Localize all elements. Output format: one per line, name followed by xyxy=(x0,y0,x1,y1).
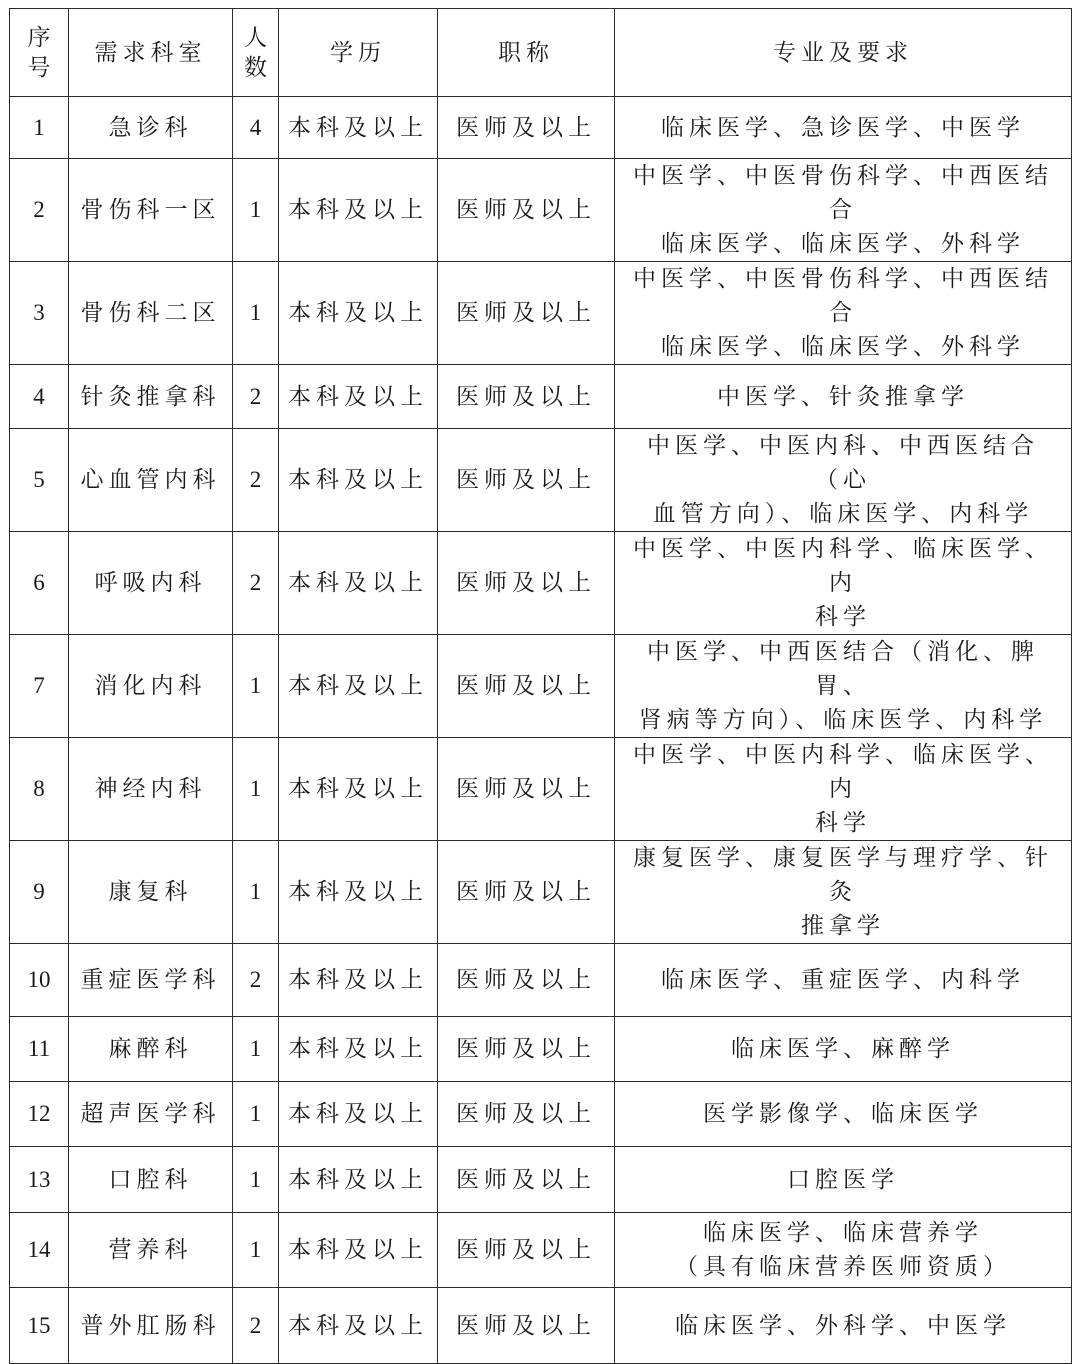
cell-count: 1 xyxy=(233,1082,279,1147)
major-line: 中医学、中医内科学、临床医学、内 xyxy=(633,742,1053,802)
cell-major xyxy=(615,159,1072,262)
header-title: 职称 xyxy=(438,9,615,97)
cell-seq: 1 xyxy=(10,97,69,159)
cell-count: 2 xyxy=(233,365,279,429)
cell-count: 1 xyxy=(233,262,279,365)
major-line: 科学 xyxy=(815,810,871,836)
header-seq-line1: 序 xyxy=(27,24,51,51)
table-row xyxy=(10,429,1072,532)
cell-education: 本科及以上 xyxy=(279,97,438,159)
table-row xyxy=(10,635,1072,738)
cell-title: 医师及以上 xyxy=(438,738,615,841)
cell-title: 医师及以上 xyxy=(438,1288,615,1364)
cell-major xyxy=(615,635,1072,738)
cell-title: 医师及以上 xyxy=(438,365,615,429)
cell-major xyxy=(615,262,1072,365)
major-line: 推拿学 xyxy=(801,913,885,939)
cell-title: 医师及以上 xyxy=(438,944,615,1017)
cell-title: 医师及以上 xyxy=(438,1017,615,1082)
cell-education: 本科及以上 xyxy=(279,738,438,841)
table-row xyxy=(10,1082,1072,1147)
cell-major xyxy=(615,944,1072,1017)
cell-dept: 超声医学科 xyxy=(69,1082,233,1147)
cell-education: 本科及以上 xyxy=(279,1288,438,1364)
major-line: 临床医学、临床营养学 xyxy=(703,1220,983,1246)
major-line: 肾病等方向）、临床医学、内科学 xyxy=(638,707,1048,733)
cell-seq: 8 xyxy=(10,738,69,841)
cell-seq: 14 xyxy=(10,1213,69,1288)
cell-title: 医师及以上 xyxy=(438,532,615,635)
table-row xyxy=(10,532,1072,635)
major-line: 中医学、中医内科、中西医结合（心 xyxy=(647,433,1039,493)
table-row xyxy=(10,97,1072,159)
cell-count: 1 xyxy=(233,635,279,738)
header-dept: 需求科室 xyxy=(69,9,233,97)
cell-title: 医师及以上 xyxy=(438,97,615,159)
cell-count: 1 xyxy=(233,1147,279,1213)
cell-education: 本科及以上 xyxy=(279,944,438,1017)
cell-major xyxy=(615,1017,1072,1082)
cell-title: 医师及以上 xyxy=(438,841,615,944)
major-line: 临床医学、临床医学、外科学 xyxy=(661,334,1025,360)
cell-dept: 针灸推拿科 xyxy=(69,365,233,429)
table-row xyxy=(10,1017,1072,1082)
table-row xyxy=(10,841,1072,944)
cell-seq: 13 xyxy=(10,1147,69,1213)
cell-count: 4 xyxy=(233,97,279,159)
cell-count: 1 xyxy=(233,738,279,841)
cell-dept: 康复科 xyxy=(69,841,233,944)
table-row xyxy=(10,365,1072,429)
cell-dept: 呼吸内科 xyxy=(69,532,233,635)
cell-dept: 心血管内科 xyxy=(69,429,233,532)
cell-count: 1 xyxy=(233,159,279,262)
cell-count: 1 xyxy=(233,1213,279,1288)
cell-major xyxy=(615,1147,1072,1213)
cell-major xyxy=(615,738,1072,841)
cell-seq: 2 xyxy=(10,159,69,262)
cell-seq: 15 xyxy=(10,1288,69,1364)
major-line: 中医学、中西医结合（消化、脾胃、 xyxy=(647,639,1039,699)
header-count xyxy=(233,9,279,97)
cell-title: 医师及以上 xyxy=(438,262,615,365)
cell-education: 本科及以上 xyxy=(279,1147,438,1213)
cell-seq: 5 xyxy=(10,429,69,532)
cell-seq: 4 xyxy=(10,365,69,429)
cell-major xyxy=(615,365,1072,429)
cell-dept: 麻醉科 xyxy=(69,1017,233,1082)
cell-seq: 3 xyxy=(10,262,69,365)
table-row xyxy=(10,1147,1072,1213)
cell-seq: 11 xyxy=(10,1017,69,1082)
cell-count: 2 xyxy=(233,532,279,635)
cell-title: 医师及以上 xyxy=(438,1213,615,1288)
major-line: 中医学、中医骨伤科学、中西医结合 xyxy=(633,266,1053,326)
header-seq-line2: 号 xyxy=(27,54,51,81)
major-line: 临床医学、麻醉学 xyxy=(731,1036,955,1062)
major-line: 临床医学、外科学、中医学 xyxy=(675,1312,1011,1339)
cell-education: 本科及以上 xyxy=(279,841,438,944)
cell-major xyxy=(615,97,1072,159)
header-education: 学历 xyxy=(279,9,438,97)
cell-dept: 重症医学科 xyxy=(69,944,233,1017)
cell-education: 本科及以上 xyxy=(279,159,438,262)
table-row xyxy=(10,944,1072,1017)
header-seq xyxy=(10,9,69,97)
major-line: 康复医学、康复医学与理疗学、针灸 xyxy=(633,845,1053,905)
cell-dept: 骨伤科一区 xyxy=(69,159,233,262)
table-row xyxy=(10,159,1072,262)
header-count-line2: 数 xyxy=(244,54,267,81)
cell-count: 2 xyxy=(233,1288,279,1364)
table-row xyxy=(10,1213,1072,1288)
cell-major xyxy=(615,1288,1072,1364)
major-line: 血管方向）、临床医学、内科学 xyxy=(652,501,1034,527)
cell-dept: 急诊科 xyxy=(69,97,233,159)
cell-education: 本科及以上 xyxy=(279,429,438,532)
major-line: （具有临床营养医师资质） xyxy=(675,1254,1011,1280)
cell-dept: 口腔科 xyxy=(69,1147,233,1213)
major-line: 临床医学、临床医学、外科学 xyxy=(661,231,1025,257)
header-major: 专业及要求 xyxy=(615,9,1072,97)
cell-major xyxy=(615,532,1072,635)
cell-dept: 消化内科 xyxy=(69,635,233,738)
major-line: 中医学、中医内科学、临床医学、内 xyxy=(633,536,1053,596)
major-line: 科学 xyxy=(815,604,871,630)
cell-major xyxy=(615,429,1072,532)
cell-dept: 骨伤科二区 xyxy=(69,262,233,365)
header-count-line1: 人 xyxy=(244,24,267,51)
table-body xyxy=(10,97,1072,1364)
cell-education: 本科及以上 xyxy=(279,1082,438,1147)
cell-dept: 神经内科 xyxy=(69,738,233,841)
cell-title: 医师及以上 xyxy=(438,635,615,738)
cell-title: 医师及以上 xyxy=(438,1147,615,1213)
cell-seq: 12 xyxy=(10,1082,69,1147)
cell-education: 本科及以上 xyxy=(279,532,438,635)
major-line: 口腔医学 xyxy=(787,1166,899,1193)
major-line: 临床医学、急诊医学、中医学 xyxy=(661,114,1025,141)
cell-major xyxy=(615,841,1072,944)
cell-title: 医师及以上 xyxy=(438,1082,615,1147)
cell-count: 1 xyxy=(233,1017,279,1082)
recruitment-table xyxy=(9,8,1072,1364)
major-line: 中医学、中医骨伤科学、中西医结合 xyxy=(633,163,1053,223)
major-line: 临床医学、重症医学、内科学 xyxy=(661,967,1025,993)
cell-seq: 7 xyxy=(10,635,69,738)
cell-count: 2 xyxy=(233,944,279,1017)
cell-education: 本科及以上 xyxy=(279,1017,438,1082)
cell-education: 本科及以上 xyxy=(279,635,438,738)
cell-education: 本科及以上 xyxy=(279,365,438,429)
major-line: 医学影像学、临床医学 xyxy=(703,1101,983,1127)
cell-seq: 6 xyxy=(10,532,69,635)
cell-dept: 普外肛肠科 xyxy=(69,1288,233,1364)
cell-seq: 10 xyxy=(10,944,69,1017)
major-line: 中医学、针灸推拿学 xyxy=(717,383,969,410)
table-row xyxy=(10,1288,1072,1364)
cell-title: 医师及以上 xyxy=(438,429,615,532)
table-row xyxy=(10,738,1072,841)
cell-count: 1 xyxy=(233,841,279,944)
cell-major xyxy=(615,1213,1072,1288)
cell-education: 本科及以上 xyxy=(279,1213,438,1288)
cell-education: 本科及以上 xyxy=(279,262,438,365)
cell-title: 医师及以上 xyxy=(438,159,615,262)
header-row xyxy=(10,9,1072,97)
cell-seq: 9 xyxy=(10,841,69,944)
cell-count: 2 xyxy=(233,429,279,532)
cell-dept: 营养科 xyxy=(69,1213,233,1288)
table-row xyxy=(10,262,1072,365)
cell-major xyxy=(615,1082,1072,1147)
